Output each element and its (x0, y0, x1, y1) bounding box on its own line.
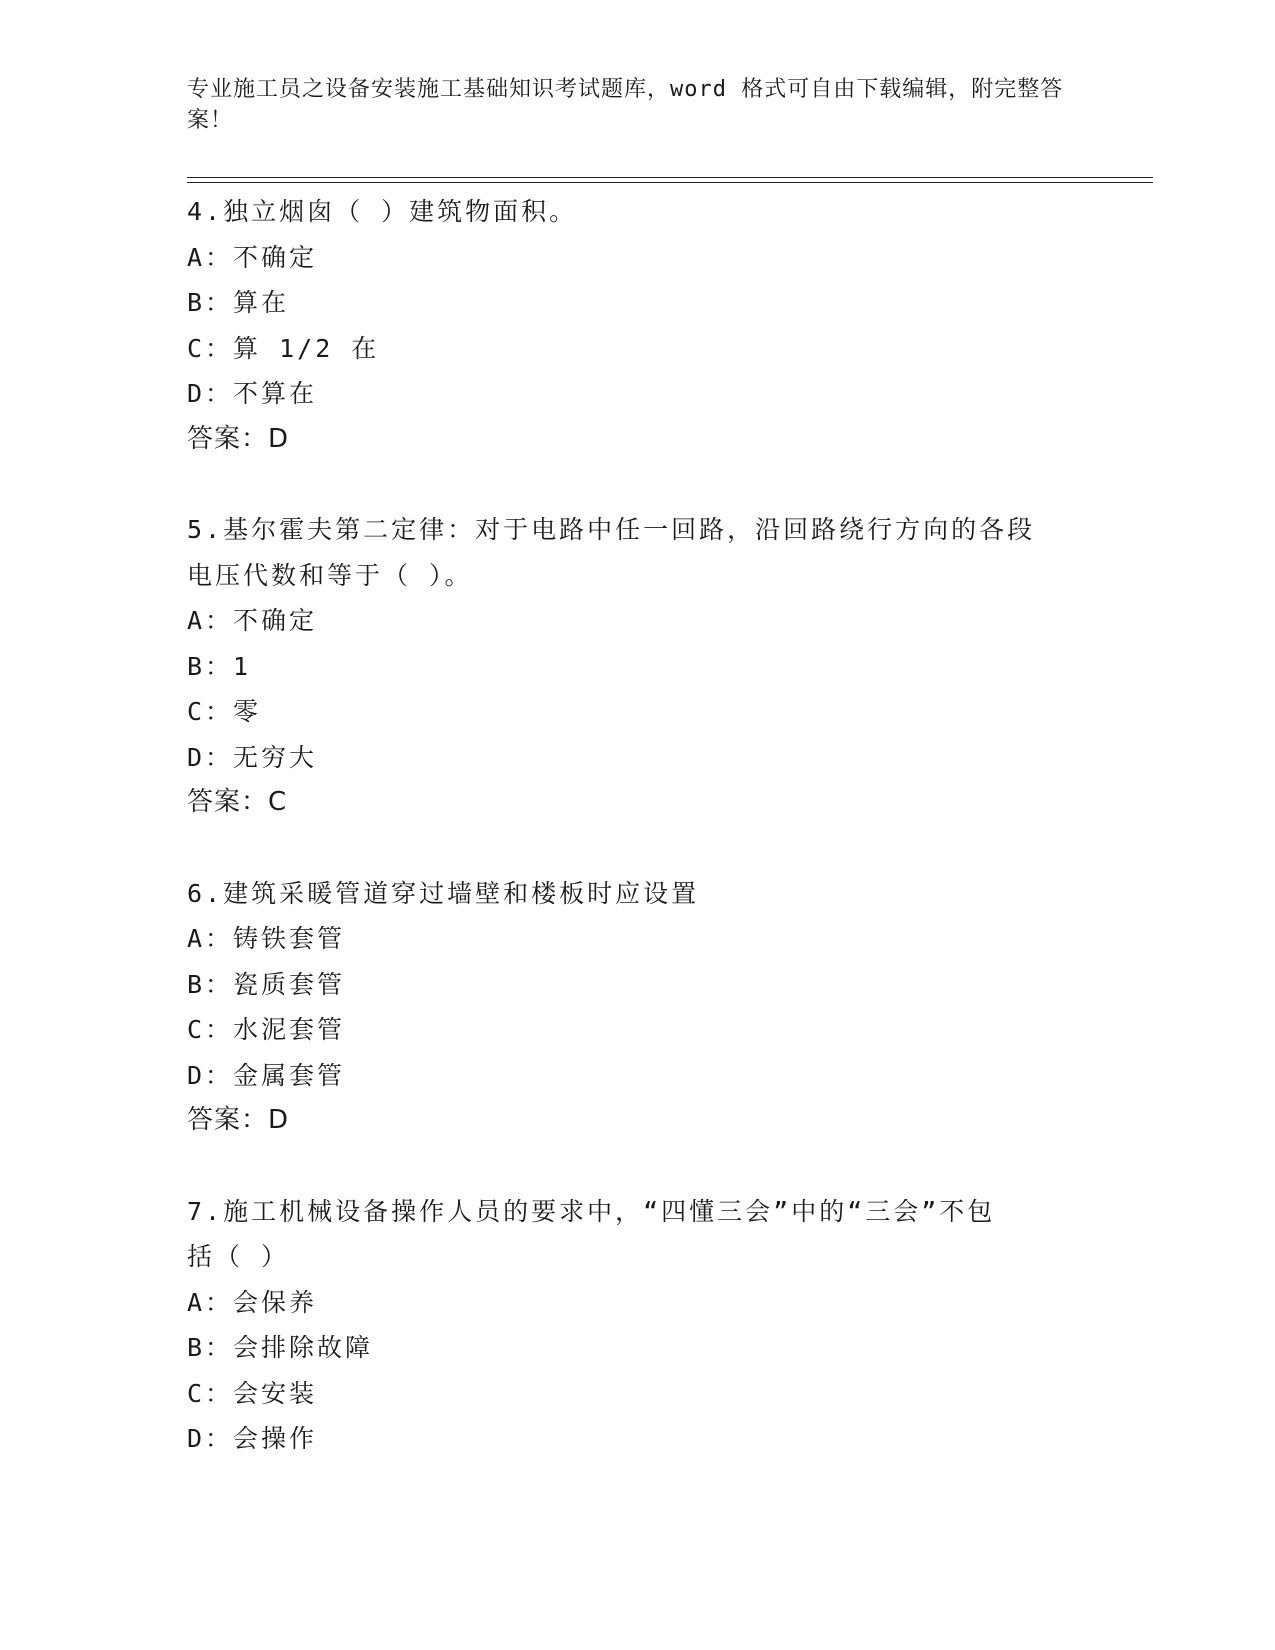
option-b: B：会排除故障 (187, 1333, 374, 1362)
question-stem: 6.建筑采暖管道穿过墙壁和楼板时应设置 (187, 878, 700, 908)
question-spacer (187, 1144, 1067, 1189)
option-d: D：不算在 (187, 379, 318, 408)
option-b: B：瓷质套管 (187, 969, 346, 999)
question-stem: 5.基尔霍夫第二定律：对于电路中任一回路，沿回路绕行方向的各段 (187, 515, 1036, 544)
option-b: B：1 (187, 651, 252, 681)
answer-label: 答案：D (187, 423, 290, 454)
option-c: C：水泥套管 (187, 1015, 346, 1044)
option-a: A：不确定 (187, 606, 318, 635)
option-a: A：会保养 (187, 1287, 318, 1317)
option-c: C：算 1/2 在 (187, 333, 380, 363)
question-6 (187, 871, 1067, 1144)
question-4 (187, 189, 1067, 462)
option-a: A：不确定 (187, 242, 318, 272)
header-divider-bottom (187, 182, 1153, 183)
answer-label: 答案：C (187, 787, 288, 817)
question-stem: 7.施工机械设备操作人员的要求中，“四懂三会”中的“三会”不包 (187, 1196, 996, 1226)
option-b: B：算在 (187, 288, 290, 317)
option-d: D：无穷大 (187, 742, 318, 772)
option-c: C：零 (187, 697, 262, 726)
question-7 (187, 1189, 1067, 1462)
answer-label: 答案：D (187, 1105, 290, 1135)
question-5 (187, 507, 1067, 826)
question-stem-continued: 括（ ） (187, 1242, 290, 1271)
document-header: 专业施工员之设备安装施工基础知识考试题库，word 格式可自由下载编辑，附完整答案！ (187, 77, 1064, 133)
question-spacer (187, 826, 1067, 871)
question-list (187, 189, 1067, 1462)
option-c: C：会安装 (187, 1378, 318, 1408)
question-spacer (187, 462, 1067, 507)
option-d: D：会操作 (187, 1424, 318, 1453)
option-d: D：金属套管 (187, 1060, 346, 1090)
question-stem: 4.独立烟囱（ ）建筑物面积。 (187, 197, 578, 226)
header-divider-top (187, 177, 1153, 178)
option-a: A：铸铁套管 (187, 924, 346, 953)
question-stem-continued: 电压代数和等于（ ）。 (187, 560, 473, 590)
